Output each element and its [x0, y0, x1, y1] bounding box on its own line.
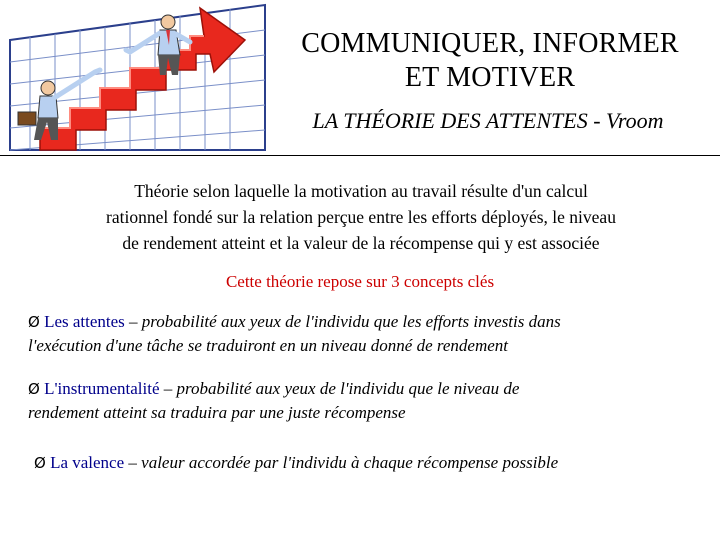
- concept-term: La valence: [50, 453, 125, 472]
- concept-dash: –: [124, 312, 142, 331]
- title-line-2: ET MOTIVER: [404, 62, 576, 93]
- concept-dash: –: [159, 379, 177, 398]
- concept-term: Les attentes: [44, 312, 125, 331]
- page-subtitle: LA THÉORIE DES ATTENTES - Vroom: [312, 108, 664, 133]
- concept-item-valence: [34, 451, 714, 475]
- concept-definition: valeur accordée par l'individu à chaque récompense possible: [141, 453, 559, 472]
- header-divider: [0, 155, 720, 156]
- concept-item-instrumentalite: [28, 377, 708, 425]
- intro-line-2: rationnel fondé sur la relation perçue entre les efforts déployés, le niveau: [106, 207, 616, 227]
- intro-line-1: Théorie selon laquelle la motivation au travail résulte d'un calcul: [134, 181, 588, 201]
- climbing-arrow-icon: [0, 0, 275, 155]
- page-title: [270, 27, 710, 95]
- bullet-arrow-icon: Ø: [28, 313, 40, 331]
- concept-definition-cont: rendement atteint sa traduira par une juste récompense: [28, 403, 406, 422]
- concept-definition-cont: l'exécution d'une tâche se traduiront en un niveau donné de rendement: [28, 336, 508, 355]
- intro-paragraph: [28, 178, 694, 256]
- concept-item-attentes: [28, 310, 708, 358]
- concept-definition: probabilité aux yeux de l'individu que le niveau de: [176, 379, 520, 398]
- bullet-arrow-icon: Ø: [28, 380, 40, 398]
- concept-definition: probabilité aux yeux de l'individu que les efforts investis dans: [141, 312, 561, 331]
- concept-dash: –: [124, 453, 142, 472]
- concept-term: L'instrumentalité: [44, 379, 160, 398]
- intro-line-3: de rendement atteint et la valeur de la récompense qui y est associée: [122, 233, 600, 253]
- concepts-heading: Cette théorie repose sur 3 concepts clés: [225, 272, 495, 291]
- bullet-arrow-icon: Ø: [34, 454, 46, 472]
- title-line-1: COMMUNIQUER, INFORMER: [301, 28, 679, 59]
- climbing-arrow-illustration: [0, 0, 275, 155]
